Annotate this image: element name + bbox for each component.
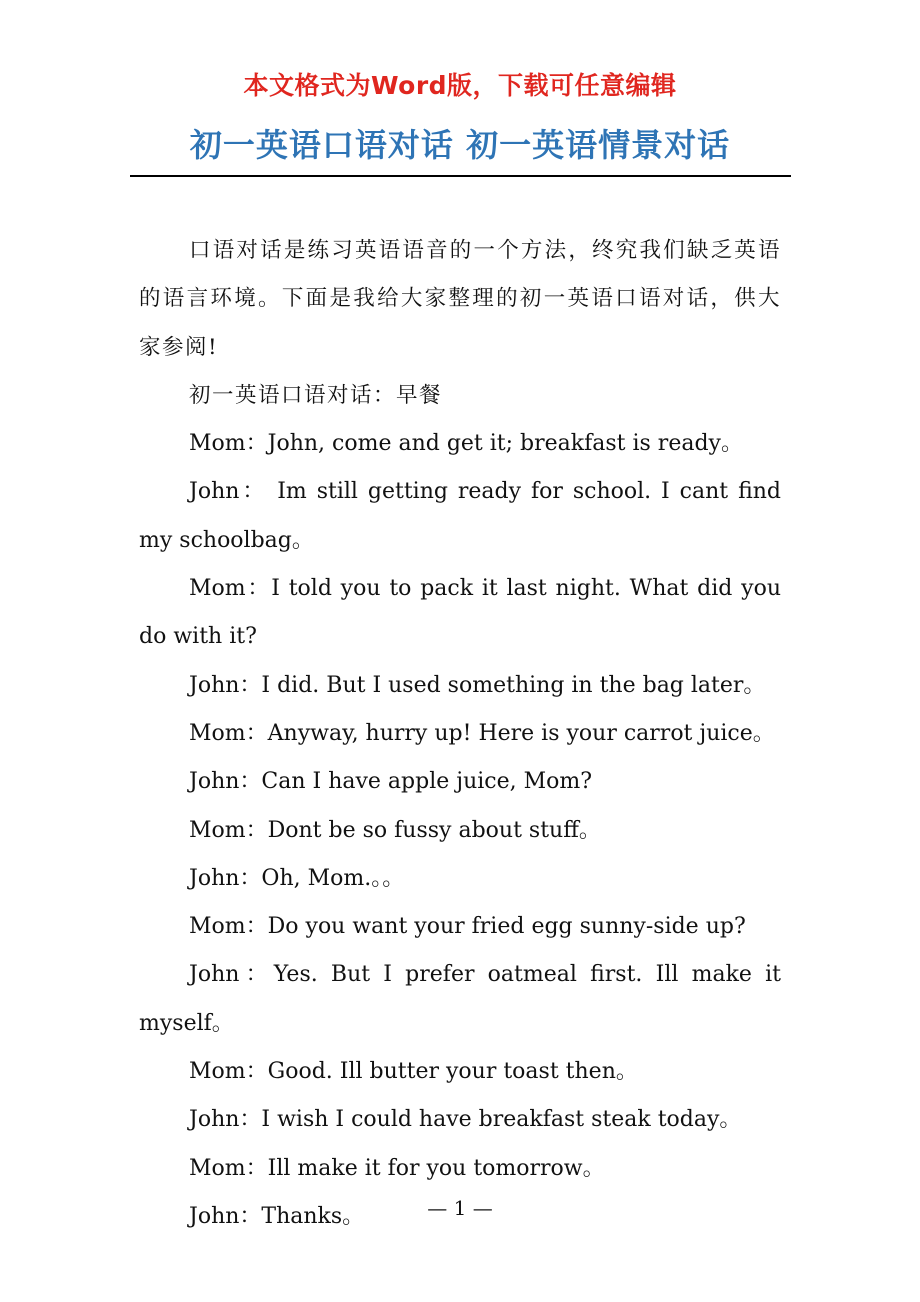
dialogue-line: Mom：Dont be so fussy about stuff。 <box>189 817 601 843</box>
document-body <box>139 227 781 1241</box>
dialogue-line: John：Oh, Mom.。。 <box>189 865 405 891</box>
dialogue-line: John：I did. But I used something in the bag later。 <box>189 672 766 698</box>
dialogue-line: John：Can I have apple juice, Mom? <box>189 769 593 795</box>
dialogue-line: Mom：Do you want your fried egg sunny-side up? <box>189 914 746 940</box>
dialogue-line: John： Im still getting ready for school. I cant find my schoolbag。 <box>139 479 781 553</box>
format-notice: 本文格式为Word版，下载可任意编辑 <box>243 71 677 100</box>
dialogue-line: John：I wish I could have breakfast steak today。 <box>189 1107 742 1133</box>
intro-paragraph: 口语对话是练习英语语音的一个方法，终究我们缺乏英语的语言环境。下面是我给大家整理的初一英语口语对话，供大家参阅! <box>139 238 781 360</box>
dialogue-line: Mom：Good. Ill butter your toast then。 <box>189 1059 638 1085</box>
section-heading: 初一英语口语对话：早餐 <box>189 382 443 408</box>
document-title: 初一英语口语对话 初一英语情景对话 <box>189 126 731 164</box>
dialogue-line: Mom：Ill make it for you tomorrow。 <box>189 1155 605 1181</box>
dialogue-line: John：Thanks。 <box>189 1203 365 1229</box>
dialogue-line: Mom：Anyway, hurry up! Here is your carrot juice。 <box>189 720 775 746</box>
page-number: — 1 — <box>427 1196 493 1220</box>
dialogue-line: John：Yes. But I prefer oatmeal first. Ill make it myself。 <box>139 962 781 1036</box>
title-underline <box>130 175 791 177</box>
dialogue-line: Mom：John, come and get it; breakfast is ready。 <box>189 431 743 457</box>
dialogue-line: Mom：I told you to pack it last night. What did you do with it? <box>139 576 781 650</box>
